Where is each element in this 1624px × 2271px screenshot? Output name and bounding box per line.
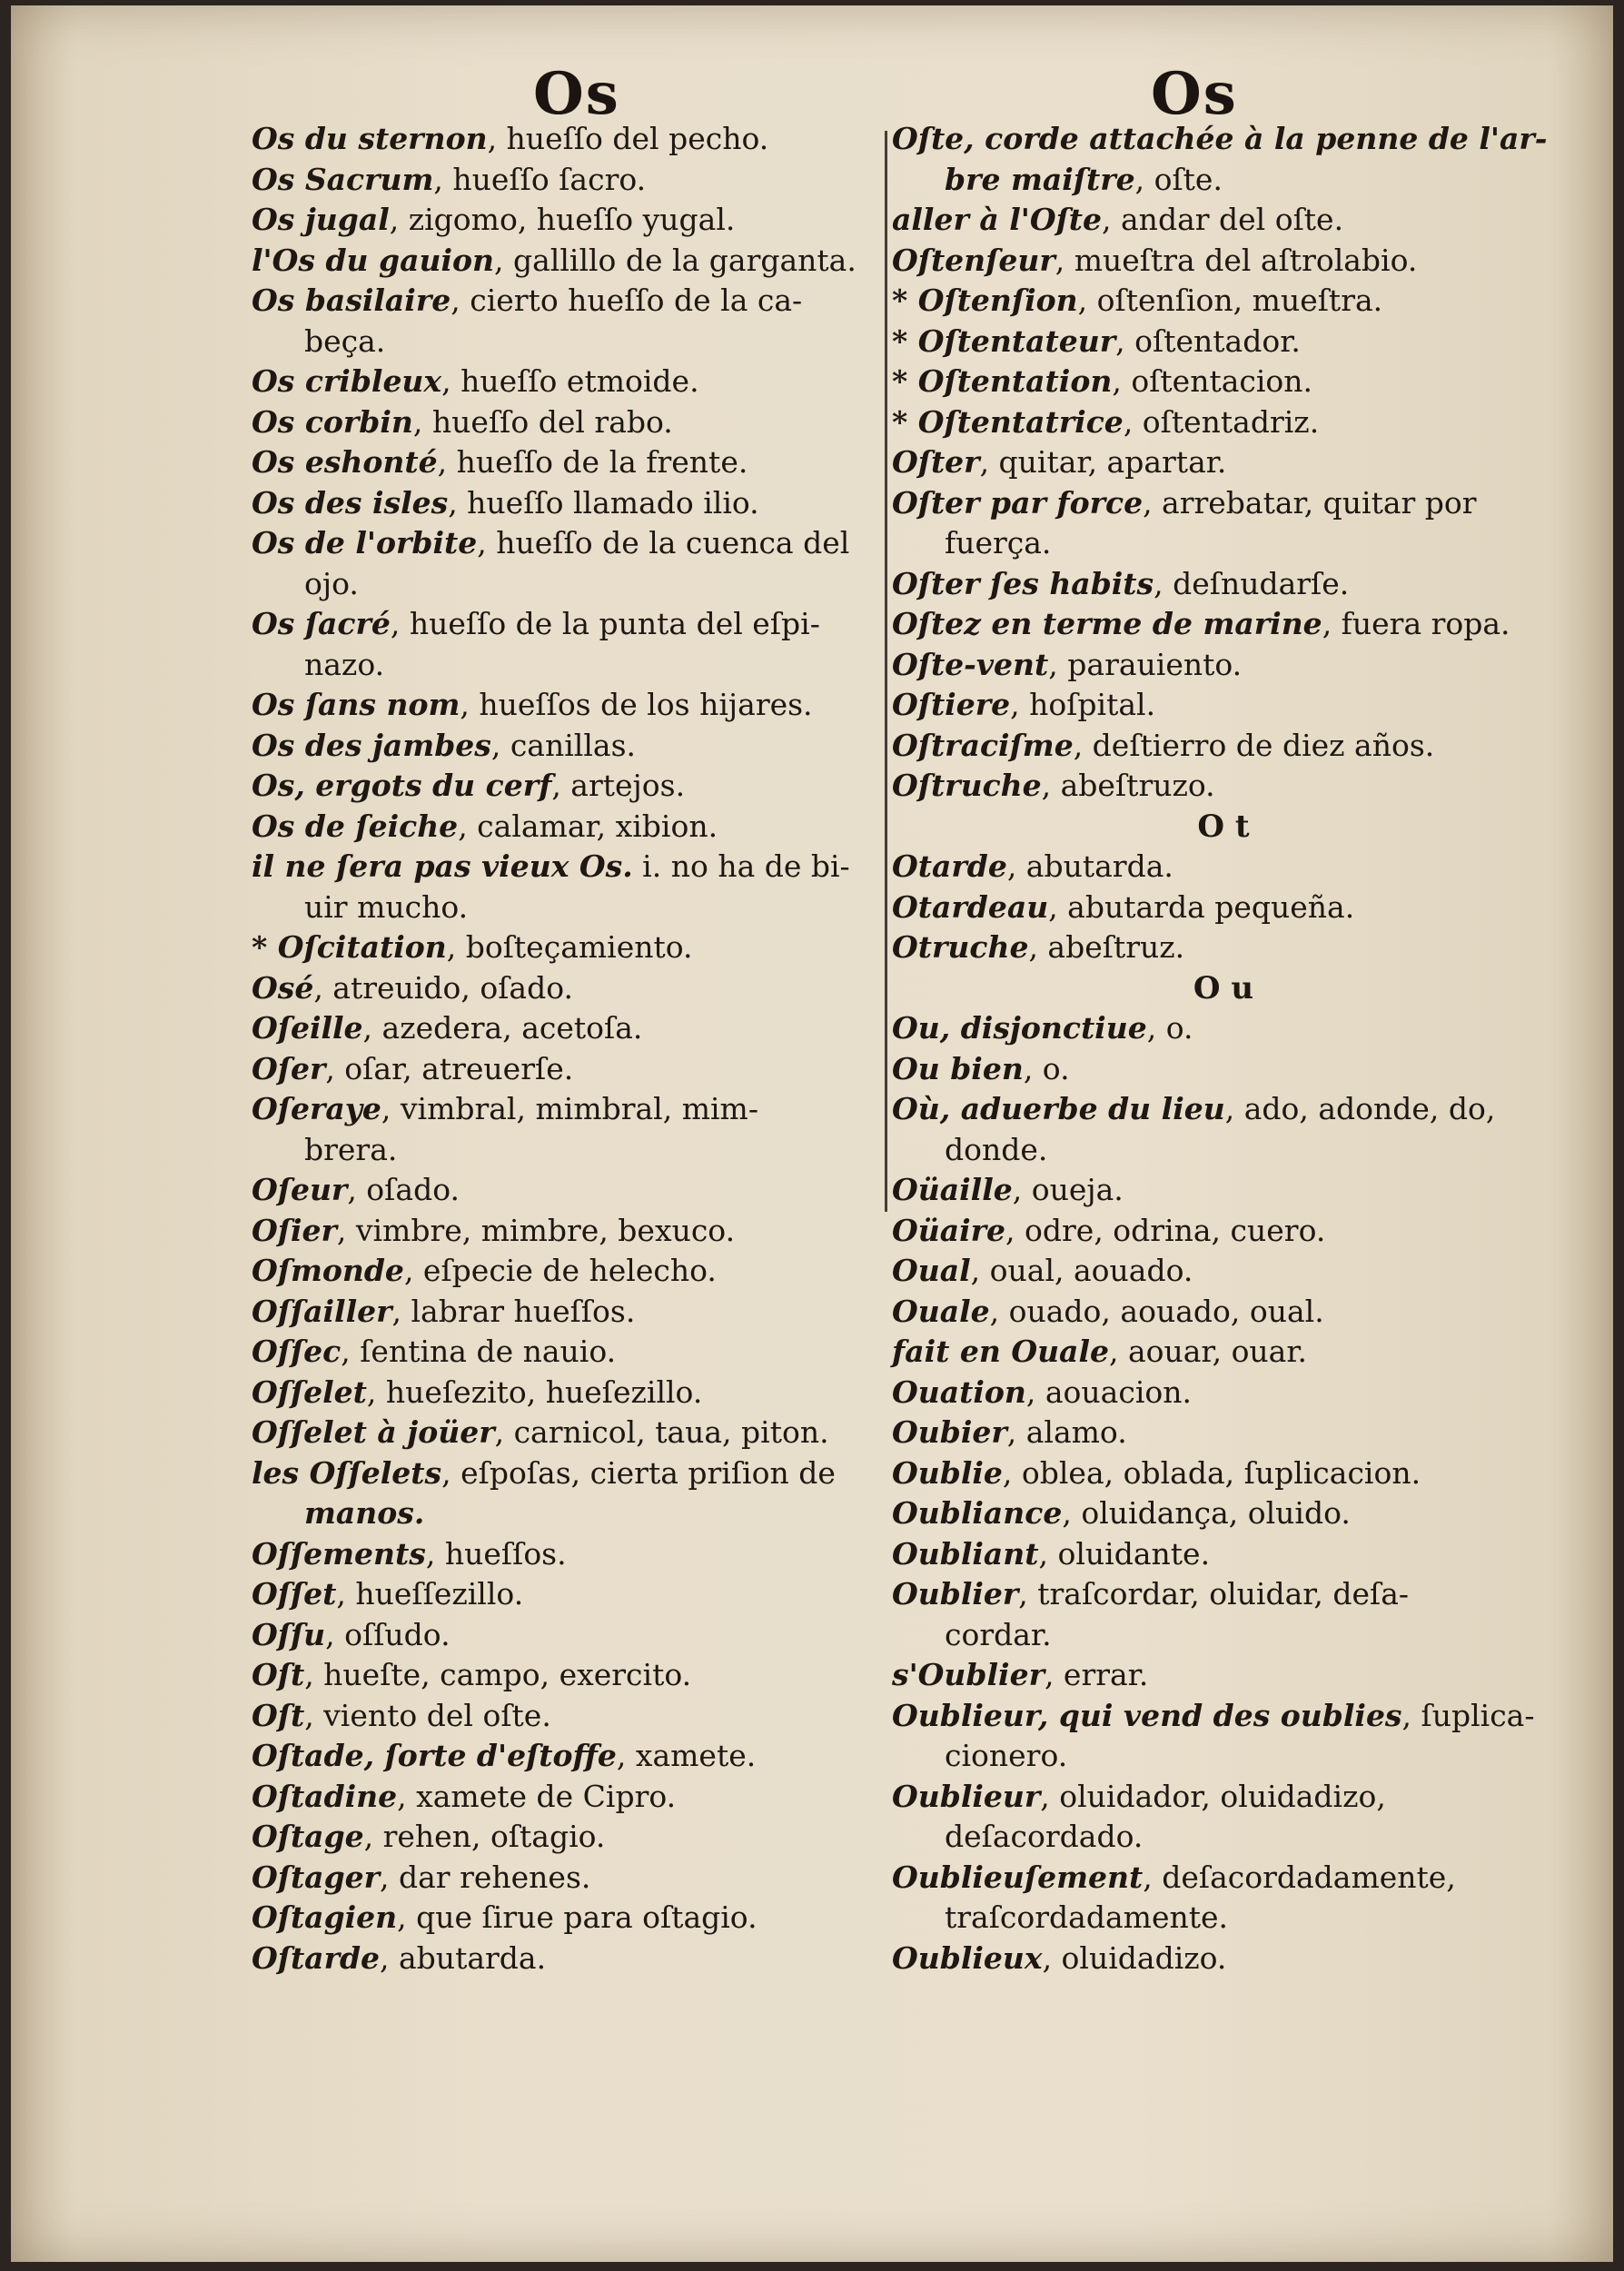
definition: , carnicol, taua, piton.	[494, 1414, 829, 1450]
definition: , cierto hueſſo de la ca-	[451, 283, 803, 318]
headword: il ne ſera pas vieux Os.	[252, 848, 633, 884]
headword: Où, aduerbe du lieu	[892, 1091, 1225, 1126]
dictionary-entry	[252, 1453, 887, 1494]
headword: Oſſet	[252, 1576, 337, 1612]
entry-continuation	[892, 1736, 1519, 1777]
dictionary-entry	[252, 1898, 887, 1939]
asterisk-marker: *	[892, 363, 918, 399]
continuation-text: cordar.	[945, 1616, 1052, 1652]
definition: , quitar, apartar.	[979, 444, 1227, 480]
headword: Oſeur	[252, 1172, 348, 1207]
entry-continuation	[252, 888, 887, 928]
definition: , oluidante.	[1038, 1535, 1211, 1572]
continuation-text: brera.	[304, 1131, 398, 1167]
dictionary-entry	[252, 1858, 887, 1899]
definition: , xamete.	[616, 1738, 757, 1773]
continuation-text: manos.	[304, 1495, 425, 1531]
dictionary-entry	[252, 241, 887, 282]
headword: Oſtage	[252, 1819, 364, 1854]
definition: , dar rehenes.	[380, 1859, 591, 1895]
headword: Oublieur, qui vend des oublies	[892, 1697, 1402, 1733]
headword: Ou bien	[892, 1050, 1024, 1086]
definition: , oluidança, oluido.	[1062, 1495, 1351, 1531]
headword: Os ſacré	[252, 606, 391, 641]
headword: Oſter par force	[892, 484, 1144, 521]
section-subheading: O u	[1193, 969, 1254, 1007]
headword: l'Os du gauion	[252, 242, 494, 278]
headword: Ou, disjonctiue	[892, 1010, 1147, 1046]
definition: , mueſtra del aſtrolabio.	[1055, 242, 1418, 278]
dictionary-entry	[252, 807, 887, 848]
headword: Os cribleux	[252, 363, 442, 399]
definition: , abutarda.	[1006, 848, 1173, 884]
asterisk-marker: *	[252, 929, 278, 965]
headword: aller à l'Oſte	[892, 202, 1103, 237]
headword: Oſtarde	[252, 1939, 381, 1976]
definition: , deſtierro de diez años.	[1073, 727, 1435, 763]
dictionary-entry	[892, 1089, 1519, 1130]
definition: , oſar, atreuerſe.	[325, 1050, 574, 1086]
definition: , errar.	[1044, 1657, 1149, 1692]
dictionary-entry	[892, 726, 1519, 767]
continuation-text: ojo.	[304, 565, 359, 601]
definition: , arrebatar, quitar por	[1143, 484, 1477, 521]
dictionary-entry	[892, 1049, 1519, 1090]
headword: Oſſailler	[252, 1293, 392, 1329]
definition: , eſpecie de helecho.	[403, 1253, 717, 1288]
dictionary-entry	[892, 927, 1519, 968]
dictionary-entry	[252, 604, 887, 645]
definition: , hueſſo de la punta del eſpi-	[390, 606, 820, 641]
headword: Oſtentatrice	[917, 403, 1124, 440]
headword: Oſer	[252, 1050, 326, 1086]
definition: , hueſſo llamado ilio.	[448, 484, 759, 521]
dictionary-entry	[252, 1777, 887, 1818]
dictionary-entry	[892, 1332, 1519, 1373]
headword: Oſcitation	[277, 929, 447, 965]
dictionary-entry	[252, 1008, 887, 1049]
definition: , oſte.	[1134, 161, 1223, 197]
continuation-text: cionero.	[945, 1738, 1068, 1773]
headword: Oüaille	[892, 1172, 1013, 1207]
definition: , ado, adonde, do,	[1224, 1091, 1496, 1126]
continuation-text: bre maiſtre	[945, 161, 1135, 197]
entry-continuation	[892, 523, 1519, 564]
dictionary-entry	[252, 119, 887, 160]
headword: Oublieux	[892, 1939, 1043, 1976]
headword: Oublieur	[892, 1778, 1041, 1814]
definition: , abeſtruz.	[1028, 929, 1185, 965]
definition: , calamar, xibion.	[458, 808, 718, 844]
definition: , hueſſezillo.	[336, 1576, 524, 1612]
definition: , zigomo, hueſſo yugal.	[389, 202, 736, 237]
headword: Oublie	[892, 1454, 1003, 1491]
definition: , hueſſo etmoide.	[441, 363, 699, 399]
running-head-left: Os	[533, 60, 620, 128]
definition: , eſpoſas, cierta priſion de	[441, 1454, 836, 1491]
headword: Oſte, corde attachée à la penne de l'ar-	[892, 121, 1548, 156]
entry-continuation	[892, 1817, 1519, 1858]
headword: Oublier	[892, 1576, 1019, 1612]
dictionary-entry	[252, 402, 887, 443]
definition: , hueſezito, hueſezillo.	[366, 1374, 703, 1410]
dictionary-entry	[892, 1413, 1519, 1453]
definition: , o.	[1023, 1050, 1070, 1086]
headword: Oſt	[252, 1697, 305, 1733]
definition: , oluidadizo.	[1042, 1939, 1227, 1976]
headword: Ouation	[892, 1374, 1026, 1410]
dictionary-entry	[892, 1777, 1519, 1818]
headword: Os Sacrum	[252, 161, 434, 197]
headword: s'Oublier	[892, 1657, 1045, 1692]
dictionary-entry	[252, 523, 887, 564]
headword: Oſtagien	[252, 1899, 398, 1935]
dictionary-entry	[252, 847, 887, 888]
definition: , alamo.	[1006, 1414, 1127, 1450]
headword: Os de ſeiche	[252, 808, 459, 844]
dictionary-entry	[252, 1373, 887, 1413]
dictionary-entry	[892, 442, 1519, 483]
headword: Oubliant	[892, 1535, 1039, 1572]
definition: , o.	[1146, 1010, 1193, 1046]
headword: Oſſements	[252, 1535, 426, 1572]
headword: Os eshonté	[252, 444, 438, 480]
dictionary-entry	[252, 1939, 887, 1979]
dictionary-entry	[892, 1373, 1519, 1413]
continuation-text: deſacordado.	[945, 1819, 1144, 1854]
headword: Oſtager	[252, 1859, 381, 1895]
left-column	[252, 119, 887, 1978]
dictionary-entry	[892, 1008, 1519, 1049]
definition: , hueſſo del rabo.	[412, 403, 673, 440]
headword: Oſtiere	[892, 687, 1011, 722]
dictionary-entry	[892, 200, 1519, 241]
definition: , ſentina de nauio.	[341, 1334, 617, 1369]
definition: , labrar hueſſos.	[391, 1293, 636, 1329]
definition: , hueſſos de los hijares.	[460, 687, 813, 722]
dictionary-entry	[252, 1817, 887, 1858]
definition: , ouado, aouado, oual.	[989, 1293, 1324, 1329]
dictionary-entry	[252, 1574, 887, 1615]
headword: Oſte-vent	[892, 646, 1049, 682]
dictionary-entry	[252, 160, 887, 201]
entry-continuation	[252, 322, 887, 362]
entry-continuation	[252, 645, 887, 686]
definition: , hueſſo de la cuenca del	[477, 525, 850, 560]
definition: , deſacordadamente,	[1143, 1859, 1456, 1895]
headword: Oſtenſeur	[892, 242, 1055, 278]
definition: , artejos.	[551, 768, 686, 803]
definition: , vimbral, mimbral, mim-	[381, 1091, 759, 1126]
headword: Os, ergots du cerf	[252, 768, 552, 803]
headword: Oual	[892, 1253, 971, 1288]
entry-continuation	[252, 1493, 887, 1534]
definition: , hueſte, campo, exercito.	[304, 1657, 692, 1692]
definition: , oueja.	[1012, 1172, 1124, 1207]
dictionary-entry	[892, 1170, 1519, 1211]
definition: , oſado.	[347, 1172, 460, 1207]
headword: Oſſelet	[252, 1374, 367, 1410]
definition: , oſſudo.	[325, 1616, 451, 1652]
dictionary-entry	[252, 1615, 887, 1656]
dictionary-entry	[252, 1251, 887, 1292]
definition: , aouacion.	[1025, 1374, 1193, 1410]
headword: Oubliance	[892, 1495, 1063, 1531]
headword: les Oſſelets	[252, 1454, 442, 1491]
headword: Ouale	[892, 1293, 990, 1329]
headword: Osé	[252, 969, 314, 1006]
entry-continuation	[252, 564, 887, 605]
continuation-text: fuerça.	[945, 525, 1052, 560]
definition: , atreuido, oſado.	[313, 969, 573, 1006]
headword: Otarde	[892, 848, 1007, 884]
headword: Oſtade, ſorte d'eſtoffe	[252, 1738, 617, 1773]
definition: , oſtentador.	[1115, 322, 1301, 359]
dictionary-entry	[892, 241, 1519, 282]
headword: Oſſu	[252, 1616, 326, 1652]
dictionary-entry	[252, 442, 887, 483]
definition: , hoſpital.	[1010, 687, 1156, 722]
headword: Otardeau	[892, 888, 1049, 925]
dictionary-entry	[892, 766, 1519, 807]
dictionary-entry	[892, 1493, 1519, 1534]
headword: Oubier	[892, 1414, 1007, 1450]
dictionary-entry	[892, 888, 1519, 928]
continuation-text: beça.	[304, 322, 386, 359]
definition: , fuera ropa.	[1322, 606, 1510, 641]
dictionary-entry	[892, 1696, 1535, 1737]
definition: , vimbre, mimbre, bexuco.	[336, 1212, 736, 1248]
definition: i. no ha de bi-	[632, 848, 850, 884]
definition: , hueſſos.	[425, 1535, 567, 1572]
dictionary-entry	[252, 1413, 887, 1453]
headword: Oſtraciſme	[892, 727, 1074, 763]
continuation-text: nazo.	[304, 646, 385, 682]
headword: Oſtentation	[917, 363, 1113, 399]
dictionary-entry	[252, 1534, 887, 1575]
definition: , rehen, oſtagio.	[363, 1819, 606, 1854]
dictionary-entry	[892, 483, 1519, 524]
headword: Oſtez en terme de marine	[892, 606, 1322, 641]
dictionary-entry	[252, 1089, 887, 1130]
headword: Oſter ſes habits	[892, 565, 1154, 601]
dictionary-entry	[252, 927, 887, 968]
definition: , canillas.	[490, 727, 636, 763]
definition: , traſcordar, oluidar, deſa-	[1018, 1576, 1410, 1612]
definition: , viento del oſte.	[304, 1697, 551, 1733]
dictionary-entry	[252, 1696, 887, 1737]
continuation-text: donde.	[945, 1131, 1048, 1167]
headword: Oſeraye	[252, 1091, 381, 1126]
dictionary-entry	[892, 604, 1519, 645]
definition: , ſuplica-	[1401, 1697, 1535, 1733]
right-column	[892, 119, 1548, 1978]
definition: , abutarda.	[380, 1939, 547, 1976]
dictionary-entry	[892, 322, 1519, 362]
definition: , oluidador, oluidadizo,	[1040, 1778, 1386, 1814]
dictionary-entry	[892, 645, 1519, 686]
headword: Os jugal	[252, 202, 390, 237]
dictionary-entry	[252, 483, 887, 524]
headword: Oſtadine	[252, 1778, 398, 1814]
dictionary-entry	[252, 1170, 887, 1211]
definition: , hueſſo de la frente.	[437, 444, 748, 480]
dictionary-entry	[892, 1939, 1519, 1979]
running-head-right: Os	[1151, 60, 1238, 128]
continuation-text: traſcordadamente.	[945, 1899, 1229, 1935]
headword: Os basilaire	[252, 283, 451, 318]
headword: Oſtruche	[892, 768, 1042, 803]
definition: , parauiento.	[1048, 646, 1243, 682]
definition: , aouar, ouar.	[1108, 1334, 1307, 1369]
entry-continuation	[252, 1130, 887, 1171]
dictionary-entry	[892, 685, 1519, 726]
dictionary-entry	[252, 1332, 887, 1373]
headword: Oſſelet à joüer	[252, 1414, 495, 1450]
entry-continuation	[892, 1130, 1519, 1171]
definition: , gallillo de la garganta.	[494, 242, 857, 278]
definition: , oual, aouado.	[970, 1253, 1193, 1288]
dictionary-entry	[252, 1655, 887, 1696]
definition: , hueſſo del pecho.	[487, 121, 769, 156]
definition: , deſnudarſe.	[1154, 565, 1350, 601]
headword: Os des jambes	[252, 727, 491, 763]
dictionary-entry	[892, 1574, 1519, 1615]
definition: , boſteçamiento.	[446, 929, 693, 965]
dictionary-entry	[892, 1211, 1519, 1252]
dictionary-entry	[892, 1655, 1519, 1696]
headword: Oſtenſion	[917, 283, 1078, 318]
definition: , abutarda pequeña.	[1048, 888, 1355, 925]
asterisk-marker: *	[892, 403, 918, 440]
dictionary-entry	[892, 847, 1519, 888]
dictionary-entry	[252, 1292, 887, 1333]
dictionary-entry	[892, 119, 1548, 160]
definition: , que ſirue para oſtagio.	[397, 1899, 758, 1935]
definition: , abeſtruzo.	[1041, 768, 1215, 803]
headword: Oſtentateur	[917, 322, 1116, 359]
dictionary-entry	[252, 1049, 887, 1090]
definition: , oſtentacion.	[1112, 363, 1313, 399]
dictionary-entry	[892, 281, 1519, 322]
dictionary-entry	[892, 1534, 1519, 1575]
headword: Oſſec	[252, 1334, 342, 1369]
dictionary-entry	[892, 1453, 1519, 1494]
dictionary-entry	[252, 200, 887, 241]
headword: Os ſans nom	[252, 687, 460, 722]
dictionary-entry	[252, 968, 887, 1009]
dictionary-entry	[892, 1858, 1519, 1899]
dictionary-entry	[252, 1211, 887, 1252]
definition: , xamete de Cipro.	[397, 1778, 677, 1814]
headword: Oublieuſement	[892, 1859, 1144, 1895]
dictionary-page	[11, 5, 1613, 2262]
dictionary-entry	[252, 362, 887, 402]
headword: Oſmonde	[252, 1253, 404, 1288]
definition: , oſtenſion, mueſtra.	[1077, 283, 1383, 318]
dictionary-entry	[892, 1251, 1519, 1292]
definition: , azedera, acetoſa.	[362, 1010, 643, 1046]
definition: , odre, odrina, cuero.	[1005, 1212, 1326, 1248]
dictionary-entry	[892, 362, 1519, 402]
dictionary-entry	[892, 1292, 1519, 1333]
entry-continuation	[892, 160, 1519, 201]
entry-continuation	[892, 1615, 1519, 1656]
asterisk-marker: *	[892, 283, 918, 318]
dictionary-entry	[252, 766, 887, 807]
asterisk-marker: *	[892, 322, 918, 359]
headword: Oſter	[892, 444, 980, 480]
headword: Oſier	[252, 1212, 337, 1248]
headword: Oſeille	[252, 1010, 363, 1046]
definition: , andar del oſte.	[1102, 202, 1344, 237]
entry-continuation	[892, 1898, 1519, 1939]
dictionary-entry	[252, 281, 887, 322]
headword: Otruche	[892, 929, 1029, 965]
dictionary-entry	[252, 685, 887, 726]
definition: , oblea, oblada, ſuplicacion.	[1002, 1454, 1421, 1491]
headword: Oüaire	[892, 1212, 1006, 1248]
dictionary-entry	[252, 1736, 887, 1777]
headword: fait en Ouale	[892, 1334, 1109, 1369]
dictionary-entry	[892, 402, 1519, 443]
headword: Oſt	[252, 1657, 305, 1692]
dictionary-entry	[252, 726, 887, 767]
headword: Os corbin	[252, 403, 413, 440]
headword: Os de l'orbite	[252, 525, 478, 560]
section-subheading: O t	[1197, 808, 1250, 845]
definition: , hueſſo ſacro.	[433, 161, 647, 197]
definition: , oſtentadriz.	[1123, 403, 1320, 440]
headword: Os des isles	[252, 484, 449, 521]
continuation-text: uir mucho.	[304, 888, 469, 925]
headword: Os du sternon	[252, 121, 488, 156]
dictionary-entry	[892, 564, 1519, 605]
